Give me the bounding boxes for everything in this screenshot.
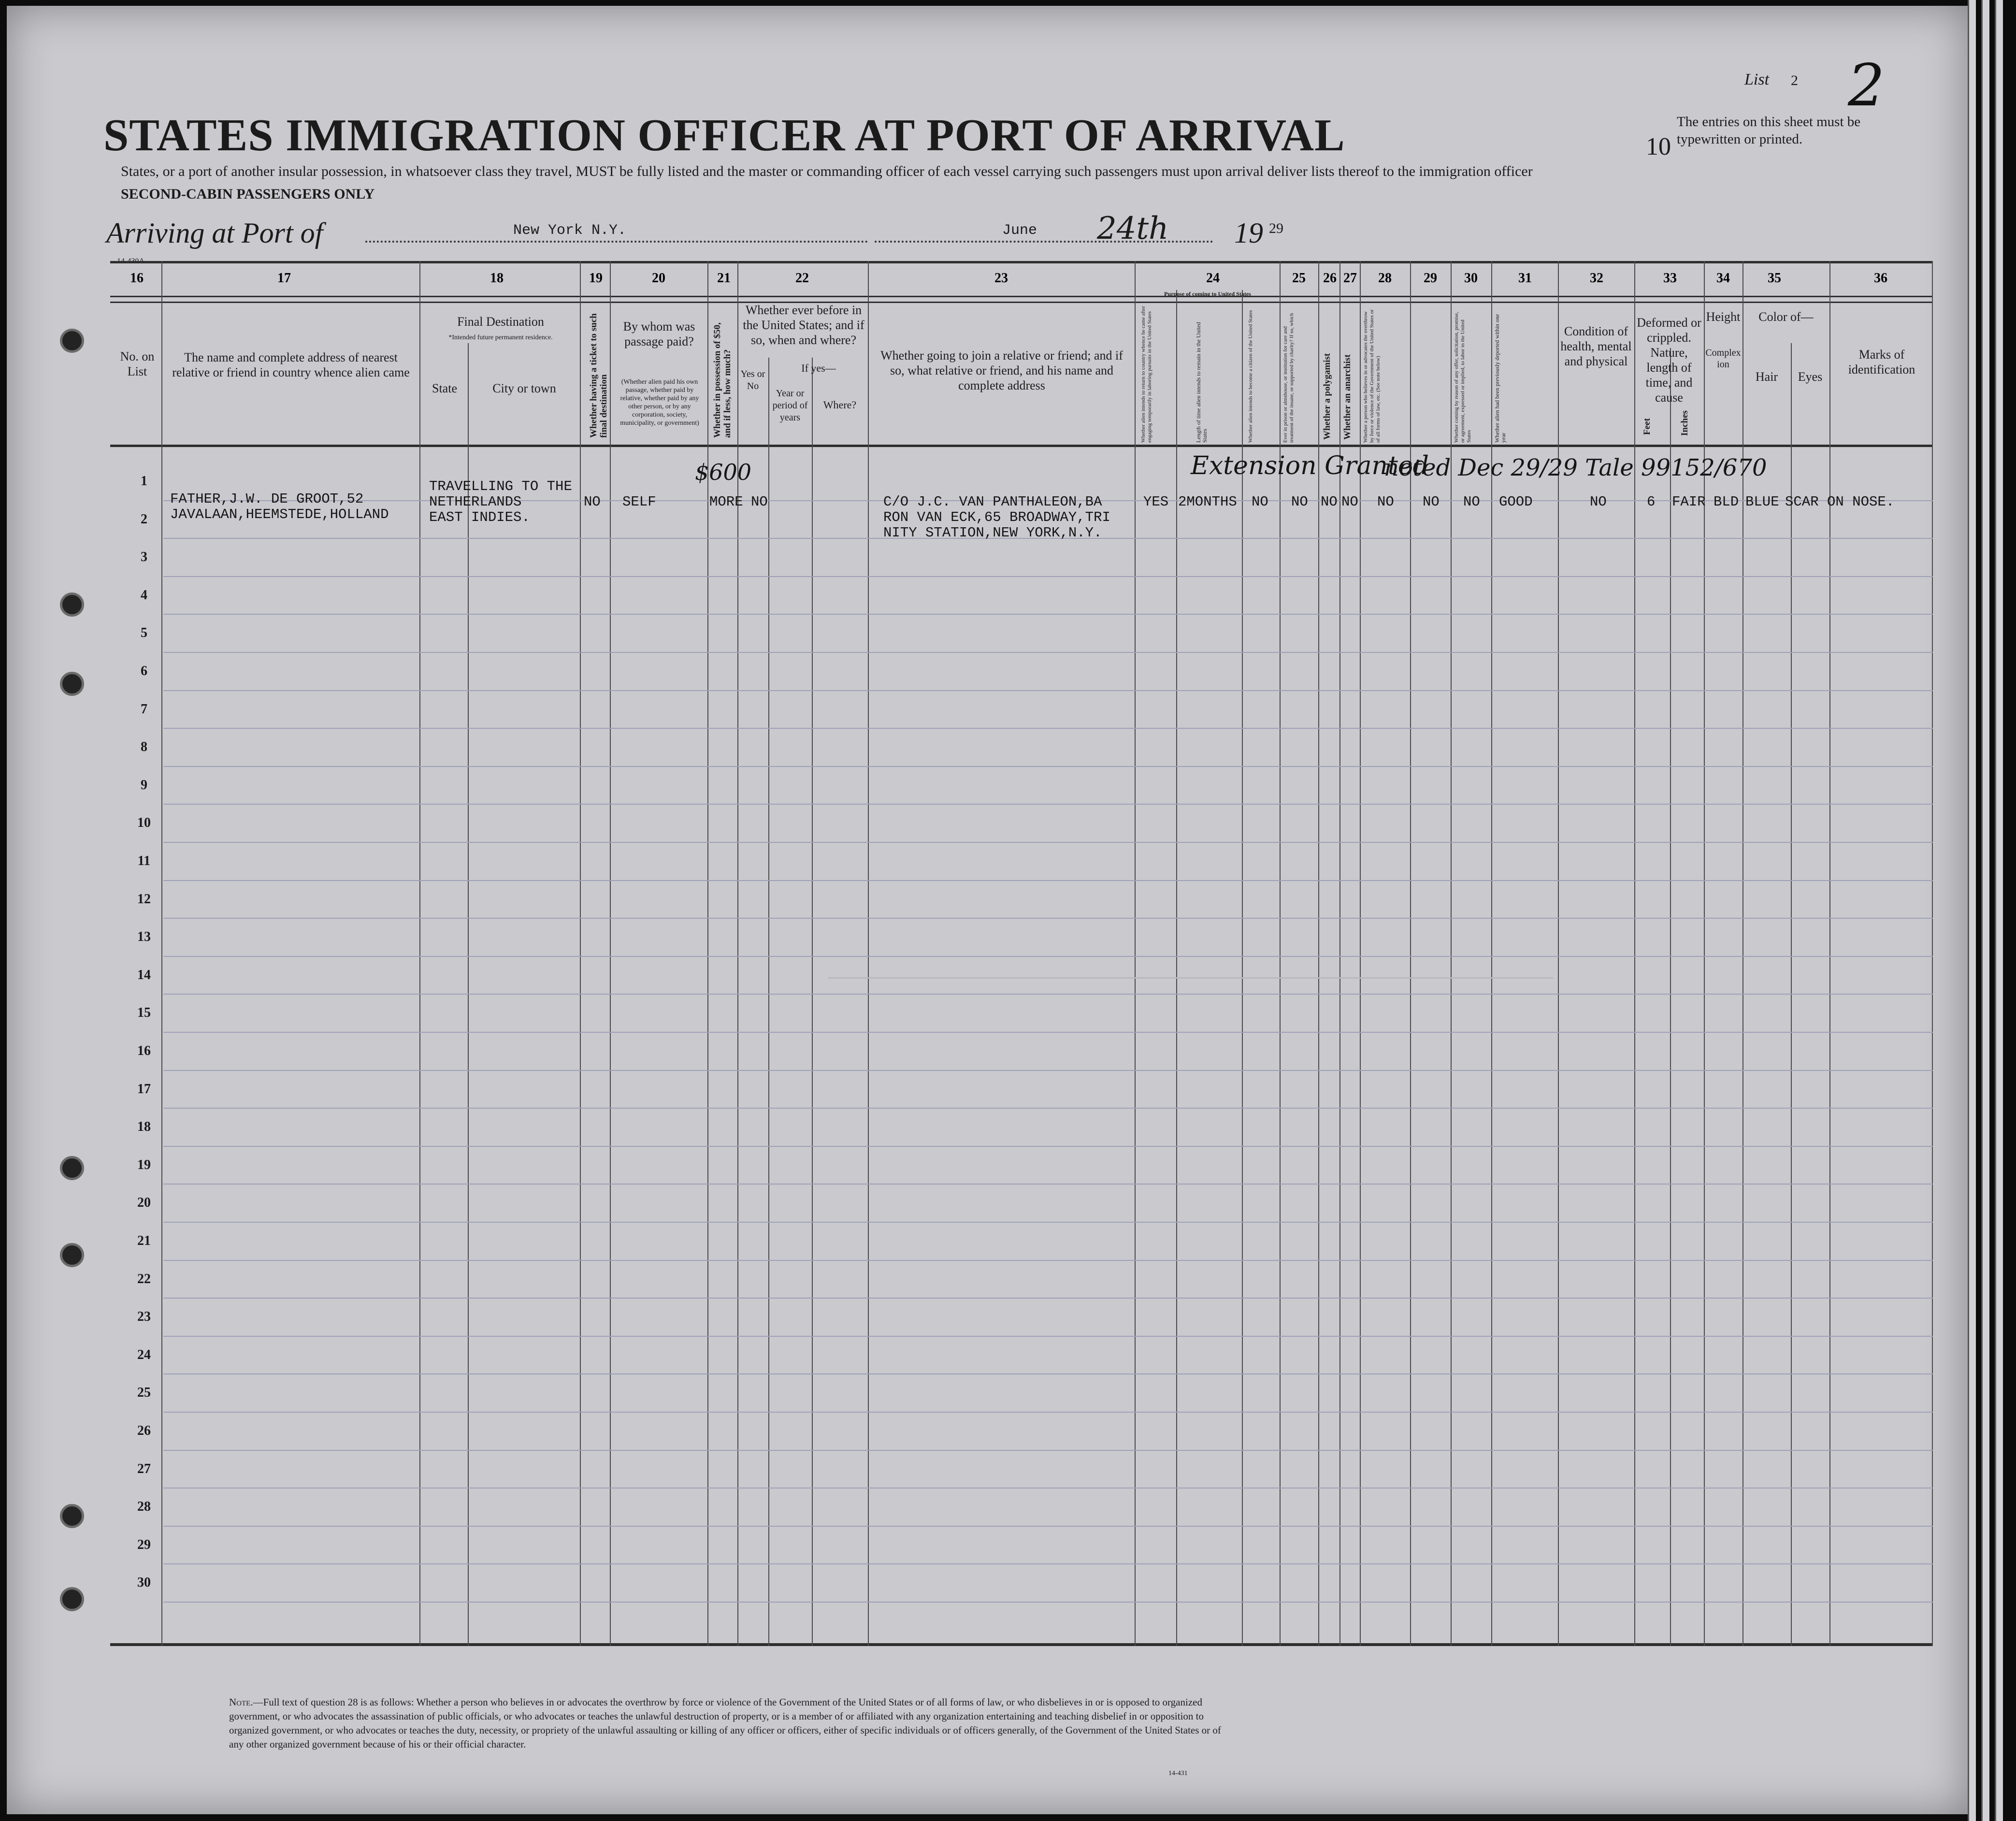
row-rule: [163, 842, 1933, 843]
entry-money-handwritten: $600: [695, 459, 752, 485]
column-number: 19: [589, 271, 603, 286]
row-number: 15: [137, 1005, 151, 1021]
header-where: Where?: [823, 399, 857, 411]
row-number: 8: [141, 739, 147, 755]
row-number: 27: [137, 1461, 151, 1476]
column-number: 21: [717, 271, 731, 286]
header-color-of: Color of—: [1758, 310, 1814, 324]
row-number: 3: [141, 549, 147, 565]
header-final-destination: Final Destination: [457, 315, 544, 329]
entry-returning: YES: [1143, 494, 1169, 510]
row-rule: [163, 880, 1933, 881]
column-number-rule: [110, 296, 1933, 297]
entry-eyes: BLUE: [1745, 494, 1779, 510]
column-number: 31: [1518, 271, 1532, 286]
header-deported: Whether alien had been previously deported within one year: [1494, 314, 1507, 443]
row-rule: [163, 576, 1933, 577]
col-divider: [580, 261, 581, 1646]
question-28-note: [229, 1695, 1224, 1751]
list-number-handwritten: 2: [1848, 52, 1885, 119]
col-divider: [1135, 261, 1136, 1646]
column-number: 30: [1464, 271, 1478, 286]
entry-prison: NO: [1291, 494, 1308, 510]
row-number: 5: [141, 625, 147, 641]
arrival-month: June: [1002, 222, 1037, 239]
row-number: 22: [137, 1271, 151, 1286]
header-marks: Marks of identification: [1848, 347, 1915, 376]
row-rule: [163, 1488, 1933, 1489]
row-number: 29: [137, 1537, 151, 1552]
bleed-through-text: [828, 977, 1553, 1414]
row-number: 21: [137, 1233, 151, 1248]
column-number: 29: [1424, 271, 1437, 286]
binder-hole: [60, 1504, 84, 1528]
row-rule: [163, 1563, 1933, 1564]
column-number: 36: [1874, 271, 1887, 286]
header-if-yes: If yes—: [801, 362, 836, 374]
row-number: 7: [141, 701, 147, 717]
row-number: 30: [137, 1575, 151, 1590]
passenger-table: [110, 261, 1933, 1646]
header-no-on-list: No. on List: [120, 349, 155, 378]
entry-destination: EAST INDIES.: [429, 509, 530, 525]
header-length-of-stay: Length of time alien intends to remain in the United States: [1195, 322, 1208, 443]
entry-join-relative: RON VAN ECK,65 BROADWAY,TRI: [883, 509, 1110, 525]
arriving-label: Arriving at Port of: [106, 217, 323, 249]
row-number: 13: [137, 929, 151, 945]
header-bottom-rule: [110, 445, 1933, 447]
col-divider: [768, 358, 769, 1646]
entry-marks: SCAR ON NOSE.: [1785, 494, 1895, 510]
row-number: 6: [141, 664, 147, 679]
column-number: 22: [795, 271, 809, 286]
row-number: 4: [141, 587, 147, 603]
table-top-rule: [110, 261, 1933, 263]
list-label: List: [1744, 71, 1770, 88]
col-divider: [419, 261, 420, 1646]
column-number: 34: [1716, 271, 1730, 286]
row-number: 14: [137, 967, 151, 983]
col-divider: [1670, 348, 1671, 1646]
year-prefix: 19: [1234, 217, 1263, 249]
col-divider: [1242, 290, 1243, 1646]
header-year-period: Year or period of years: [772, 388, 808, 423]
entry-join-relative: C/O J.C. VAN PANTHALEON,BA: [883, 494, 1102, 510]
row-number: 20: [137, 1195, 151, 1211]
row-rule: [163, 766, 1933, 767]
binder-hole: [60, 593, 84, 617]
entry-citizen: NO: [1252, 494, 1268, 510]
manifest-sheet: [7, 6, 1968, 1814]
column-number: 27: [1343, 271, 1357, 286]
note-label: Note.—: [229, 1696, 263, 1708]
list-number: 2: [1791, 72, 1798, 88]
row-number: 12: [137, 891, 151, 907]
col-divider: [1829, 261, 1830, 1646]
entry-ticket: NO: [584, 494, 601, 510]
entry-complexion: FAIR: [1672, 494, 1706, 510]
entry-hair: BLD: [1714, 494, 1739, 510]
entry-length-of-stay: 2MONTHS: [1178, 494, 1237, 510]
footer-form-code: 14-431: [1168, 1770, 1188, 1777]
row-rule: [163, 652, 1933, 653]
header-health: Condition of health, mental and physical: [1560, 324, 1632, 368]
row-rule: [163, 728, 1933, 729]
page-edge-strip: [1995, 0, 2003, 1821]
annotation-extension: Extension Granted: [1191, 451, 1429, 480]
binder-hole: [60, 1587, 84, 1611]
header-eyes: Eyes: [1798, 370, 1823, 384]
header-inches: Inches: [1680, 410, 1690, 436]
header-destination-note: *Intended future permanent residence.: [448, 334, 553, 341]
column-number: 24: [1206, 271, 1220, 286]
header-overthrow: Whether a person who believes in or advocates the overthrow by force or violence of the Government of the United States or of all forms of law, etc. (See note below): [1363, 309, 1381, 443]
entry-join-relative: NITY STATION,NEW YORK,N.Y.: [883, 525, 1102, 541]
row-rule: [163, 1526, 1933, 1527]
entry-deported: NO: [1463, 494, 1480, 510]
row-rule: [163, 1450, 1933, 1451]
header-money: Whether in possession of $50, and if less, how much?: [712, 322, 733, 438]
column-number: 32: [1590, 271, 1603, 286]
header-passage-paid: By whom was passage paid?: [623, 319, 695, 348]
table-bottom-rule: [110, 1643, 1933, 1646]
row-rule: [163, 614, 1933, 615]
column-number: 26: [1323, 271, 1337, 286]
header-purpose: Purpose of coming to United States: [1164, 290, 1251, 297]
header-join-relative: Whether going to join a relative or friend; and if so, what relative or friend, and his name and complete address: [880, 348, 1123, 392]
entry-money: MORE: [709, 494, 743, 510]
entry-polygamist: NO: [1321, 494, 1338, 510]
year-suffix: 29: [1269, 220, 1283, 236]
header-citizen: Whether alien intends to become a citizen of the United States: [1248, 310, 1253, 443]
row-number: 10: [137, 815, 151, 831]
entry-passage-paid: SELF: [622, 494, 656, 510]
row-rule: [163, 1602, 1933, 1603]
entry-height-feet: 6: [1647, 494, 1656, 510]
header-anarchist: Whether an anarchist: [1342, 354, 1353, 440]
header-prison: Ever in prison or almshouse, or institution for care and treatment of the insane, or supported by charity? If so, which: [1282, 313, 1295, 443]
binder-hole: [60, 1156, 84, 1180]
header-hair: Hair: [1755, 370, 1778, 384]
row-number: 23: [137, 1309, 151, 1325]
header-passage-note: (Whether alien paid his own passage, whether paid by relative, whether paid by any other person, or by any corporation, society, municipality, or government): [620, 378, 699, 427]
entry-anarchist: NO: [1341, 494, 1358, 510]
entry-been-before: NO: [751, 494, 768, 510]
note-text: Full text of question 28 is as follows: Whether a person who believes in or advocates the overthrow by force or violence of the Government of the United States or of all forms of law, or who disbelieves in or is opposed to organized government, or who advocates the assassination of public officials, or who advocates or teaches the unlawful destruction of property, or is a member of or affiliated with any organization entertaining and teaching disbelief in or opposition to organized government, or who advocates or teaches the duty, necessity, or propriety of the unlawful assaulting or killing of any officer or officers, either of specific individuals or of officers generally, of the Government of the United States or of any other organized government because of his or their official character.: [229, 1696, 1221, 1750]
column-number: 18: [490, 271, 504, 286]
header-return-intent: Whether alien intends to return to country whence he came after engaging temporarily in laboring pursuits in the United States: [1140, 306, 1152, 443]
column-number: 25: [1292, 271, 1306, 286]
binder-hole: [60, 1243, 84, 1267]
header-nearest-relative: The name and complete address of nearest relative or friend in country whence alien came: [172, 350, 410, 379]
binder-hole: [60, 672, 84, 696]
column-number: 33: [1663, 271, 1677, 286]
header-city-or-town: City or town: [492, 381, 556, 395]
entry-destination: NETHERLANDS: [429, 494, 522, 510]
col-divider: [1176, 290, 1177, 1646]
arrival-day: 24th: [1097, 211, 1169, 246]
entry-contract-labor: NO: [1423, 494, 1440, 510]
entry-destination: TRAVELLING TO THE: [429, 478, 572, 494]
passenger-class: SECOND-CABIN PASSENGERS ONLY: [121, 186, 375, 202]
col-divider: [1932, 261, 1933, 1646]
header-height: Height: [1706, 310, 1741, 324]
row-rule: [163, 918, 1933, 919]
col-divider: [610, 261, 611, 1646]
row-number: 2: [141, 511, 147, 527]
row-number: 25: [137, 1385, 151, 1401]
row-number: 19: [137, 1157, 151, 1172]
col-divider: [812, 358, 813, 1646]
page-edge-strip: [1968, 0, 1976, 1821]
row-number: 28: [137, 1499, 151, 1515]
row-rule: [163, 956, 1933, 957]
entry-overthrow: NO: [1377, 494, 1394, 510]
column-number: 23: [994, 271, 1008, 286]
port-line: [365, 241, 868, 243]
column-number: 20: [652, 271, 665, 286]
header-polygamist: Whether a polygamist: [1322, 353, 1332, 440]
column-number: 16: [130, 271, 144, 286]
entry-nearest-relative: FATHER,J.W. DE GROOT,52: [170, 491, 364, 507]
form-title: STATES IMMIGRATION OFFICER AT PORT OF ARRIVAL: [103, 110, 1345, 160]
row-number: 11: [137, 853, 151, 868]
page-edge-strip: [1981, 0, 1989, 1821]
row-rule: [163, 804, 1933, 805]
row-number: 9: [141, 777, 147, 793]
row-rule: [163, 690, 1933, 691]
entry-health: GOOD: [1499, 494, 1533, 510]
row-number: 17: [137, 1081, 151, 1097]
header-state: State: [432, 381, 457, 395]
header-ticket: Whether having a ticket to such final destination: [589, 313, 609, 438]
port-value: New York N.Y.: [513, 222, 627, 239]
header-yes-or-no: Yes or No: [740, 369, 765, 391]
header-deformed: Deformed or crippled. Nature, length of time, and cause: [1637, 316, 1701, 405]
column-number: 35: [1768, 271, 1781, 286]
entry-deformed: NO: [1590, 494, 1607, 510]
entry-nearest-relative-address: JAVALAAN,HEEMSTEDE,HOLLAND: [170, 506, 389, 522]
header-contract-labor: Whether coming by reason of any offer, solicitation, promise, or agreement, expressed or implied, to labor in the United States: [1454, 312, 1472, 443]
form-subtitle: States, or a port of another insular possession, in whatsoever class they travel, MUST be fully listed and the master or commanding officer of each vessel carrying such passengers must upon arrival deliver lists thereof to the immigration officer: [121, 163, 1533, 179]
col-divider: [868, 261, 869, 1646]
instruction-note: The entries on this sheet must be typewritten or printed.: [1677, 114, 1861, 147]
header-complexion: Complexion: [1705, 347, 1741, 370]
header-been-before: Whether ever before in the United States; and if so, when and where?: [743, 303, 864, 347]
row-number: 26: [137, 1423, 151, 1438]
row-number: 18: [137, 1119, 151, 1135]
column-number-rule: [110, 302, 1933, 303]
row-number: 24: [137, 1347, 151, 1362]
sheet-marker: 10: [1646, 133, 1671, 160]
column-number: 28: [1378, 271, 1392, 286]
header-feet: Feet: [1642, 418, 1652, 435]
binder-hole: [60, 329, 84, 353]
column-number: 17: [277, 271, 291, 286]
annotation-noted: noted Dec 29/29 Tale 99152/670: [1384, 454, 1767, 481]
row-number: 16: [137, 1043, 151, 1058]
row-number: 1: [141, 474, 147, 489]
